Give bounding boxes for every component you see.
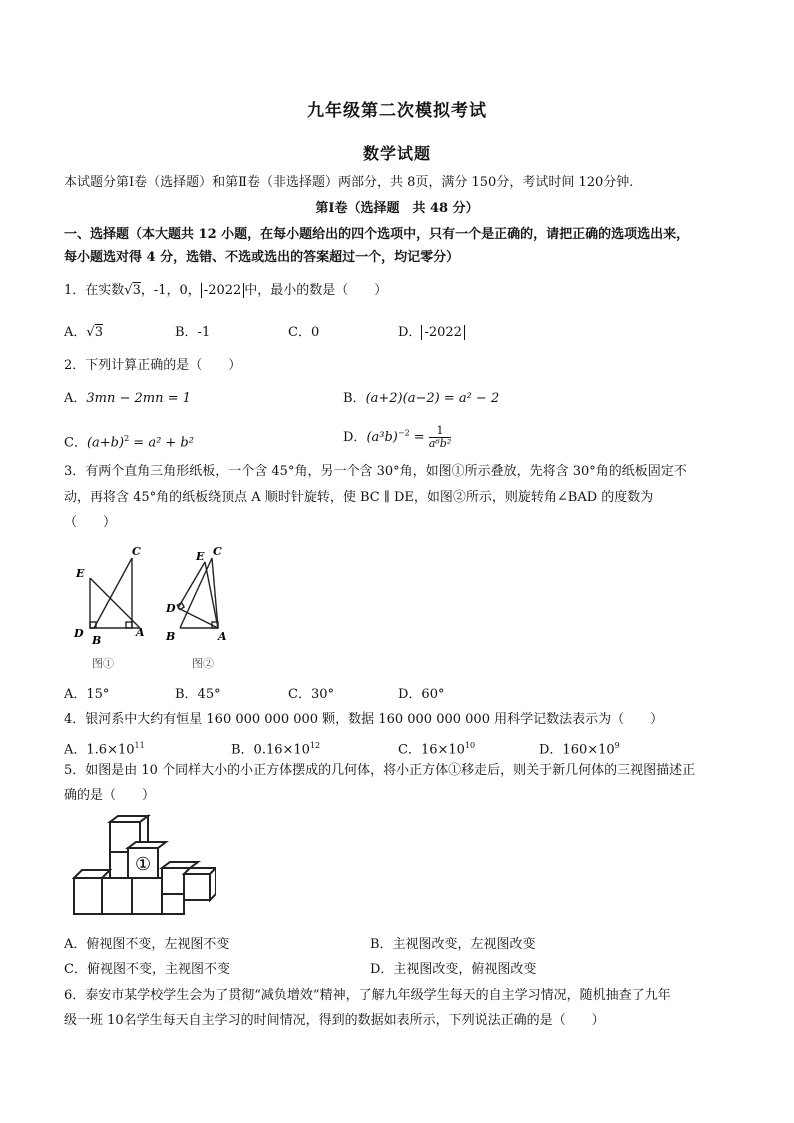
q5-option-a: A．俯视图不变，左视图不变: [64, 937, 230, 952]
q4-option-c: C．$16\times 10^{10}$: [398, 741, 476, 758]
q1-option-c: C．0: [288, 325, 320, 340]
q3-line3: （ ）: [64, 515, 117, 530]
figure-1: [90, 558, 140, 628]
fig2-label-d: D: [166, 602, 176, 615]
q4-option-d: D．$160\times 10^9$: [539, 741, 620, 758]
q4-option-b: B．$0.16\times 10^{12}$: [231, 741, 321, 758]
q5-option-b: B．主视图改变，左视图改变: [370, 937, 536, 952]
fig1-label-b: B: [92, 634, 102, 647]
fig2-label-e: E: [196, 550, 205, 563]
fig2-label-b: B: [166, 630, 176, 643]
q3-option-b: B．45°: [175, 687, 221, 702]
fig2-label-a: A: [218, 630, 227, 643]
exam-subtitle: 数学试题: [362, 144, 431, 163]
section-desc-line2: 每小题选对得 4 分，选错、不选或选出的答案超过一个，均记零分）: [64, 250, 460, 265]
fig2-label-c: C: [213, 545, 222, 558]
q1-option-a: A．√3: [64, 325, 103, 340]
exam-intro: 本试题分第Ⅰ卷（选择题）和第Ⅱ卷（非选择题）两部分，共 8页，满分 150分，考试时间 120分钟.: [64, 175, 634, 190]
section-desc-line1: 一、选择题（本大题共 12 小题，在每小题给出的四个选项中，只有一个是正确的，请把正确的选项选出来，: [64, 227, 690, 242]
abs-value: -2022: [201, 283, 244, 298]
q2-option-c: C．$(a+b)^2 = a^2 + b^2$: [64, 434, 194, 451]
q4-option-a: A．$1.6\times 10^{11}$: [64, 741, 145, 758]
q1-option-d: D． -2022: [398, 325, 465, 341]
fig1-label-a: A: [136, 626, 145, 639]
q1-option-b: B．-1: [175, 325, 211, 340]
cube-1-mark: ①: [135, 854, 152, 875]
q5-line1: 5．如图是由 10 个同样大小的小正方体摆成的几何体，将小正方体①移走后，则关于新几何体的三视图描述正: [64, 763, 696, 778]
q2-option-b: B．(a+2)(a−2) = a² − 2: [343, 391, 500, 406]
q5-cube-figure: [66, 812, 216, 922]
q5-option-d: D．主视图改变，俯视图改变: [370, 962, 537, 977]
q2-option-d: D．$(a^3b)^{-2}$ = $\frac{1}{\text{a⁶b²}}$: [343, 424, 452, 450]
fig2-caption: 图②: [192, 657, 214, 670]
fig1-label-d: D: [74, 627, 84, 640]
q3-line1: 3．有两个直角三角形纸板，一个含 45°角，另一个含 30°角，如图①所示叠放，先将含 30°角的纸板固定不: [64, 464, 687, 479]
q3-option-a: A．15°: [64, 687, 110, 702]
q2-option-a: A．3mn − 2mn = 1: [64, 391, 191, 406]
section-title: 第Ⅰ卷（选择题 共 48 分）: [315, 201, 479, 216]
q5-option-c: C．俯视图不变，主视图不变: [64, 962, 230, 977]
fig1-caption: 图①: [92, 657, 114, 670]
q5-line2: 确的是（ ）: [64, 788, 156, 803]
q3-option-d: D．60°: [398, 687, 445, 702]
q2-stem: 2．下列计算正确的是（ ）: [64, 358, 242, 373]
q3-line2: 动，再将含 45°角的纸板绕顶点 A 顺时针旋转，使 BC ∥ DE，如图②所示，则旋转角∠BAD 的度数为: [64, 490, 654, 505]
sqrt-symbol: √: [124, 283, 133, 298]
fig1-label-e: E: [76, 567, 85, 580]
q1-stem: 1．在实数√3，-1，0， -2022 中，最小的数是（ ）: [64, 283, 388, 298]
q3-option-c: C．30°: [288, 687, 334, 702]
fig1-label-c: C: [132, 545, 141, 558]
figure-2: [177, 558, 218, 628]
q4-stem: 4．银河系中大约有恒星 160 000 000 000 颗，数据 160 000 000 000 用科学记数法表示为（ ）: [64, 712, 664, 727]
q6-line1: 6．泰安市某学校学生会为了贯彻“减负增效”精神，了解九年级学生每天的自主学习情况，随机抽查了九年: [64, 988, 671, 1003]
exam-title: 九年级第二次模拟考试: [307, 101, 487, 121]
q6-line2: 级一班 10名学生每天自主学习的时间情况，得到的数据如表所示，下列说法正确的是（ ）: [64, 1013, 605, 1028]
q3-figures: [62, 540, 262, 675]
